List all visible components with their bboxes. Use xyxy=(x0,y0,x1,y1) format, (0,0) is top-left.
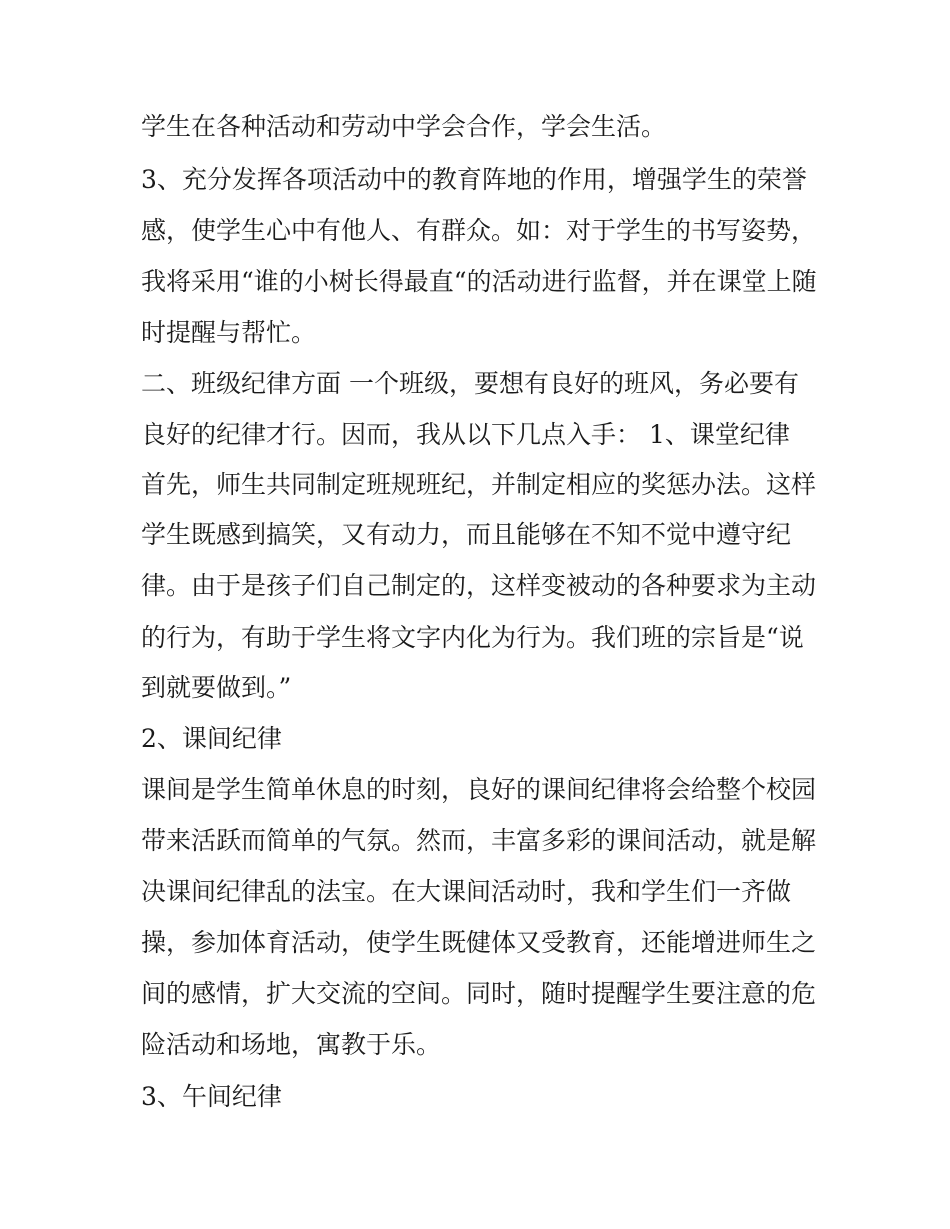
text-line: 良好的纪律才行。因而，我从以下几点入手： 1、课堂纪律 xyxy=(141,420,790,449)
text-line: 险活动和场地，寓教于乐。 xyxy=(141,1030,442,1059)
text-line: 的行为，有助于学生将文字内化为行为。我们班的宗旨是“说 xyxy=(141,623,804,652)
text-line: 学生既感到搞笑，又有动力，而且能够在不知不觉中遵守纪 xyxy=(141,520,792,549)
text-line: 到就要做到。” xyxy=(141,673,292,702)
text-line: 学生在各种活动和劳动中学会合作，学会生活。 xyxy=(141,112,667,141)
section-heading: 2、课间纪律 xyxy=(141,724,282,753)
text-line: 决课间纪律乱的法宝。在大课间活动时，我和学生们一齐做 xyxy=(141,877,792,906)
text-line: 时提醒与帮忙。 xyxy=(141,318,317,347)
section-heading: 3、午间纪律 xyxy=(141,1082,282,1111)
text-line: 3、充分发挥各项活动中的教育阵地的作用，增强学生的荣誉 xyxy=(141,165,807,194)
text-line: 课间是学生简单休息的时刻，良好的课间纪律将会给整个校园 xyxy=(141,775,817,804)
text-line: 带来活跃而简单的气氛。然而，丰富多彩的课间活动，就是解 xyxy=(141,826,817,855)
text-line: 间的感情，扩大交流的空间。同时，随时提醒学生要注意的危 xyxy=(141,979,817,1008)
text-line: 首先，师生共同制定班规班纪，并制定相应的奖惩办法。这样 xyxy=(141,470,817,499)
text-line: 操，参加体育活动，使学生既健体又受教育，还能增进师生之 xyxy=(141,928,817,957)
text-line: 我将采用“谁的小树长得最直“的活动进行监督，并在课堂上随 xyxy=(141,267,817,296)
text-line: 律。由于是孩子们自己制定的，这样变被动的各种要求为主动 xyxy=(141,571,817,600)
text-line: 二、班级纪律方面 一个班级，要想有良好的班风，务必要有 xyxy=(141,369,799,398)
text-line: 感，使学生心中有他人、有群众。如：对于学生的书写姿势， xyxy=(141,216,817,245)
